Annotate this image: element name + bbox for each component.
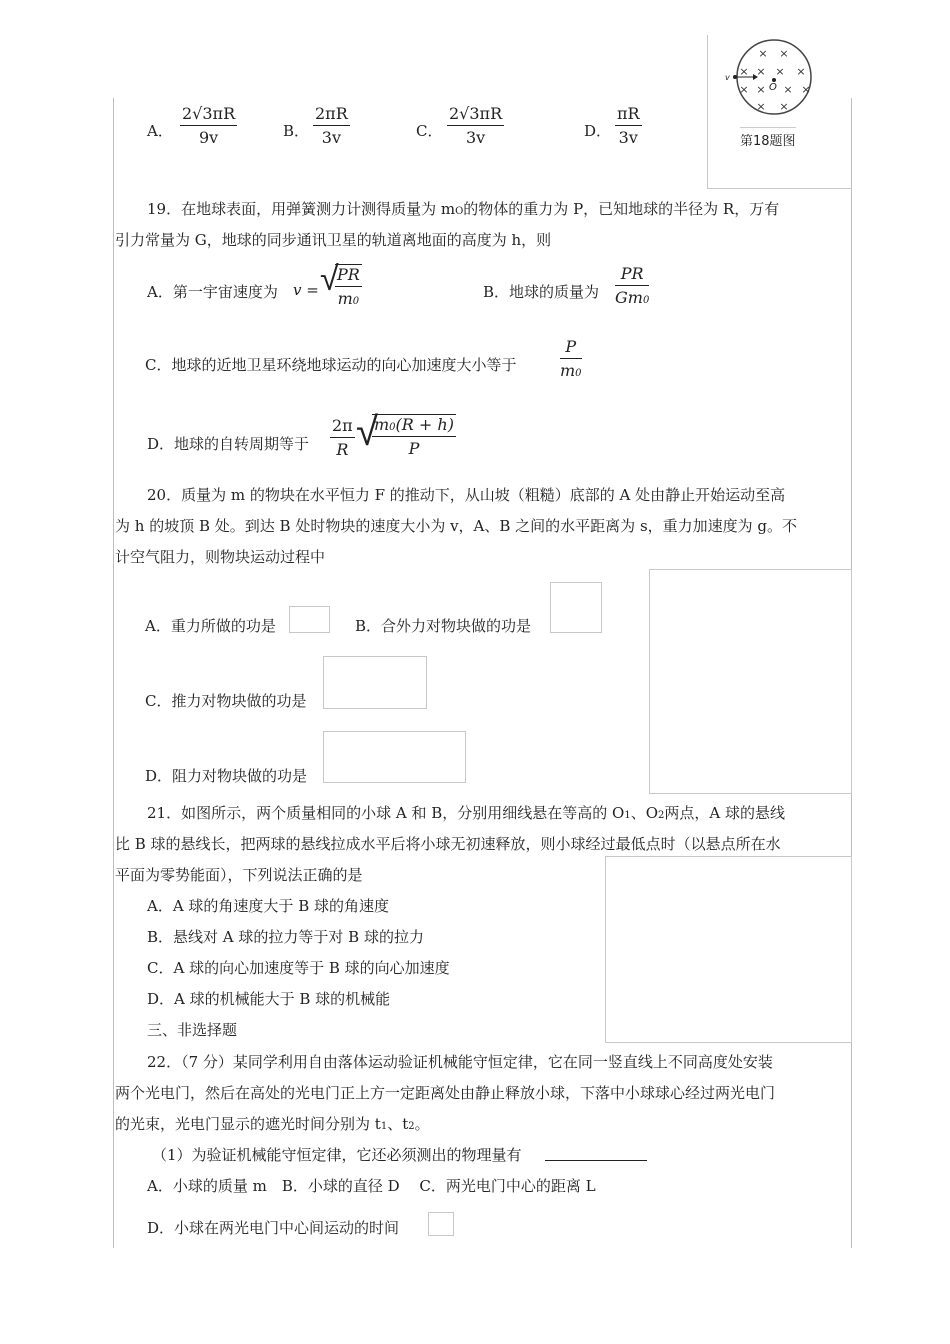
q21-option-b: B．悬线对 A 球的拉力等于对 B 球的拉力: [147, 928, 424, 946]
velocity-label: v: [725, 73, 730, 82]
center-label-o: O: [769, 82, 777, 93]
svg-text:×: ×: [779, 47, 789, 60]
q18-option-a-label: A．: [147, 122, 173, 140]
field-cross: ×: [758, 47, 768, 60]
q22-option-d: D．小球在两光电门中心间运动的时间: [147, 1219, 400, 1237]
q21-figure-placeholder: [605, 856, 852, 1043]
svg-text:×: ×: [739, 65, 749, 78]
q19-option-b-text: B．地球的质量为: [483, 283, 600, 301]
q20-option-a: A．重力所做的功是: [145, 617, 276, 635]
q20-option-d-formula-box: [323, 731, 466, 783]
q19-option-d-text: D．地球的自转周期等于: [147, 435, 310, 453]
q18-option-c-fraction: 2√3πR 3v: [449, 104, 503, 147]
q22-part1: （1）为验证机械能守恒定律，它还必须测出的物理量有: [152, 1146, 522, 1164]
svg-text:×: ×: [779, 100, 789, 113]
svg-text:×: ×: [796, 65, 806, 78]
q19-option-a-fraction: PR m0: [337, 265, 360, 308]
q19-option-c-text: C．地球的近地卫星环绕地球运动的向心加速度大小等于: [145, 356, 517, 374]
svg-text:×: ×: [783, 83, 793, 96]
q21-stem-line3: 平面为零势能面），下列说法正确的是: [115, 866, 363, 884]
svg-text:×: ×: [739, 83, 749, 96]
q22-stem-line3: 的光束，光电门显示的遮光时间分别为 t1、t2。: [115, 1115, 430, 1133]
svg-text:×: ×: [756, 100, 766, 113]
q20-option-c-formula-box: [323, 656, 427, 709]
svg-text:×: ×: [775, 65, 785, 78]
q18-option-b-fraction: 2πR 3v: [315, 104, 348, 147]
q21-option-a: A．A 球的角速度大于 B 球的角速度: [147, 897, 389, 915]
section-3-heading: 三、非选择题: [147, 1021, 238, 1039]
q19-stem-line2: 引力常量为 G，地球的同步通讯卫星的轨道离地面的高度为 h，则: [115, 231, 552, 249]
q19-option-d-fraction: 2π R: [332, 416, 353, 459]
q19-option-a-text: A．第一宇宙速度为: [147, 283, 278, 301]
q19-option-a-sqrt: √: [320, 259, 339, 299]
q18-option-a-fraction: 2√3πR 9v: [182, 104, 236, 147]
q22-option-d-box: [428, 1212, 454, 1236]
q20-option-d: D．阻力对物块做的功是: [145, 767, 308, 785]
q19-option-b-fraction: PR Gm0: [615, 264, 650, 307]
q22-options-abc: A．小球的质量 m B．小球的直径 D C．两光电门中心的距离 L: [147, 1177, 596, 1195]
q18-option-d-fraction: πR 3v: [617, 104, 640, 147]
figure-18-caption: 第18题图: [740, 127, 796, 149]
q21-option-d: D．A 球的机械能大于 B 球的机械能: [147, 990, 391, 1008]
q21-option-c: C．A 球的向心加速度等于 B 球的向心加速度: [147, 959, 450, 977]
q18-option-b-label: B．: [283, 122, 310, 140]
q19-option-c-fraction: P m0: [560, 337, 582, 380]
svg-text:×: ×: [756, 83, 766, 96]
figure-18: [707, 35, 852, 189]
left-margin-line: [113, 98, 114, 1248]
q20-figure-placeholder: [649, 569, 852, 794]
q18-option-c-label: C．: [416, 122, 443, 140]
q19-option-d-radicand: m0(R + h) P: [374, 415, 454, 458]
magnetic-field-circle-diagram: [708, 35, 852, 125]
q19-option-d-sqrt: √: [356, 409, 378, 455]
q22-part1-answer-blank[interactable]: [545, 1160, 647, 1161]
q22-stem-line2: 两个光电门，然后在高处的光电门正上方一定距离处由静止释放小球，下落中小球球心经过两光电门: [115, 1084, 776, 1102]
svg-text:×: ×: [756, 65, 766, 78]
q20-stem-line3: 计空气阻力，则物块运动过程中: [115, 548, 326, 566]
q19-stem-line1: 19．在地球表面，用弹簧测力计测得质量为 mO的物体的重力为 P，已知地球的半径为 R，万有: [147, 200, 780, 218]
q20-option-c: C．推力对物块做的功是: [145, 692, 307, 710]
q20-option-b: B．合外力对物块做的功是: [355, 617, 532, 635]
q19-option-a-v: v =: [293, 281, 319, 299]
q20-option-b-formula-box: [550, 582, 602, 633]
q21-stem-line1: 21．如图所示，两个质量相同的小球 A 和 B，分别用细线悬在等高的 O1、O2两点，A 球的悬线: [147, 804, 785, 822]
q21-stem-line2: 比 B 球的悬线长，把两球的悬线拉成水平后将小球无初速释放，则小球经过最低点时（以悬点所在水: [115, 835, 781, 853]
svg-text:×: ×: [801, 83, 811, 96]
q22-stem-line1: 22．（7 分）某同学利用自由落体运动验证机械能守恒定律，它在同一竖直线上不同高度处安装: [147, 1053, 773, 1071]
q20-stem-line1: 20．质量为 m 的物块在水平恒力 F 的推动下，从山坡（粗糙）底部的 A 处由静止开始运动至高: [147, 486, 786, 504]
q18-option-d-label: D．: [584, 122, 612, 140]
q20-stem-line2: 为 h 的坡顶 B 处。到达 B 处时物块的速度大小为 v，A、B 之间的水平距离为 s，重力加速度为 g。不: [115, 517, 798, 535]
q20-option-a-formula-box: [289, 606, 330, 633]
